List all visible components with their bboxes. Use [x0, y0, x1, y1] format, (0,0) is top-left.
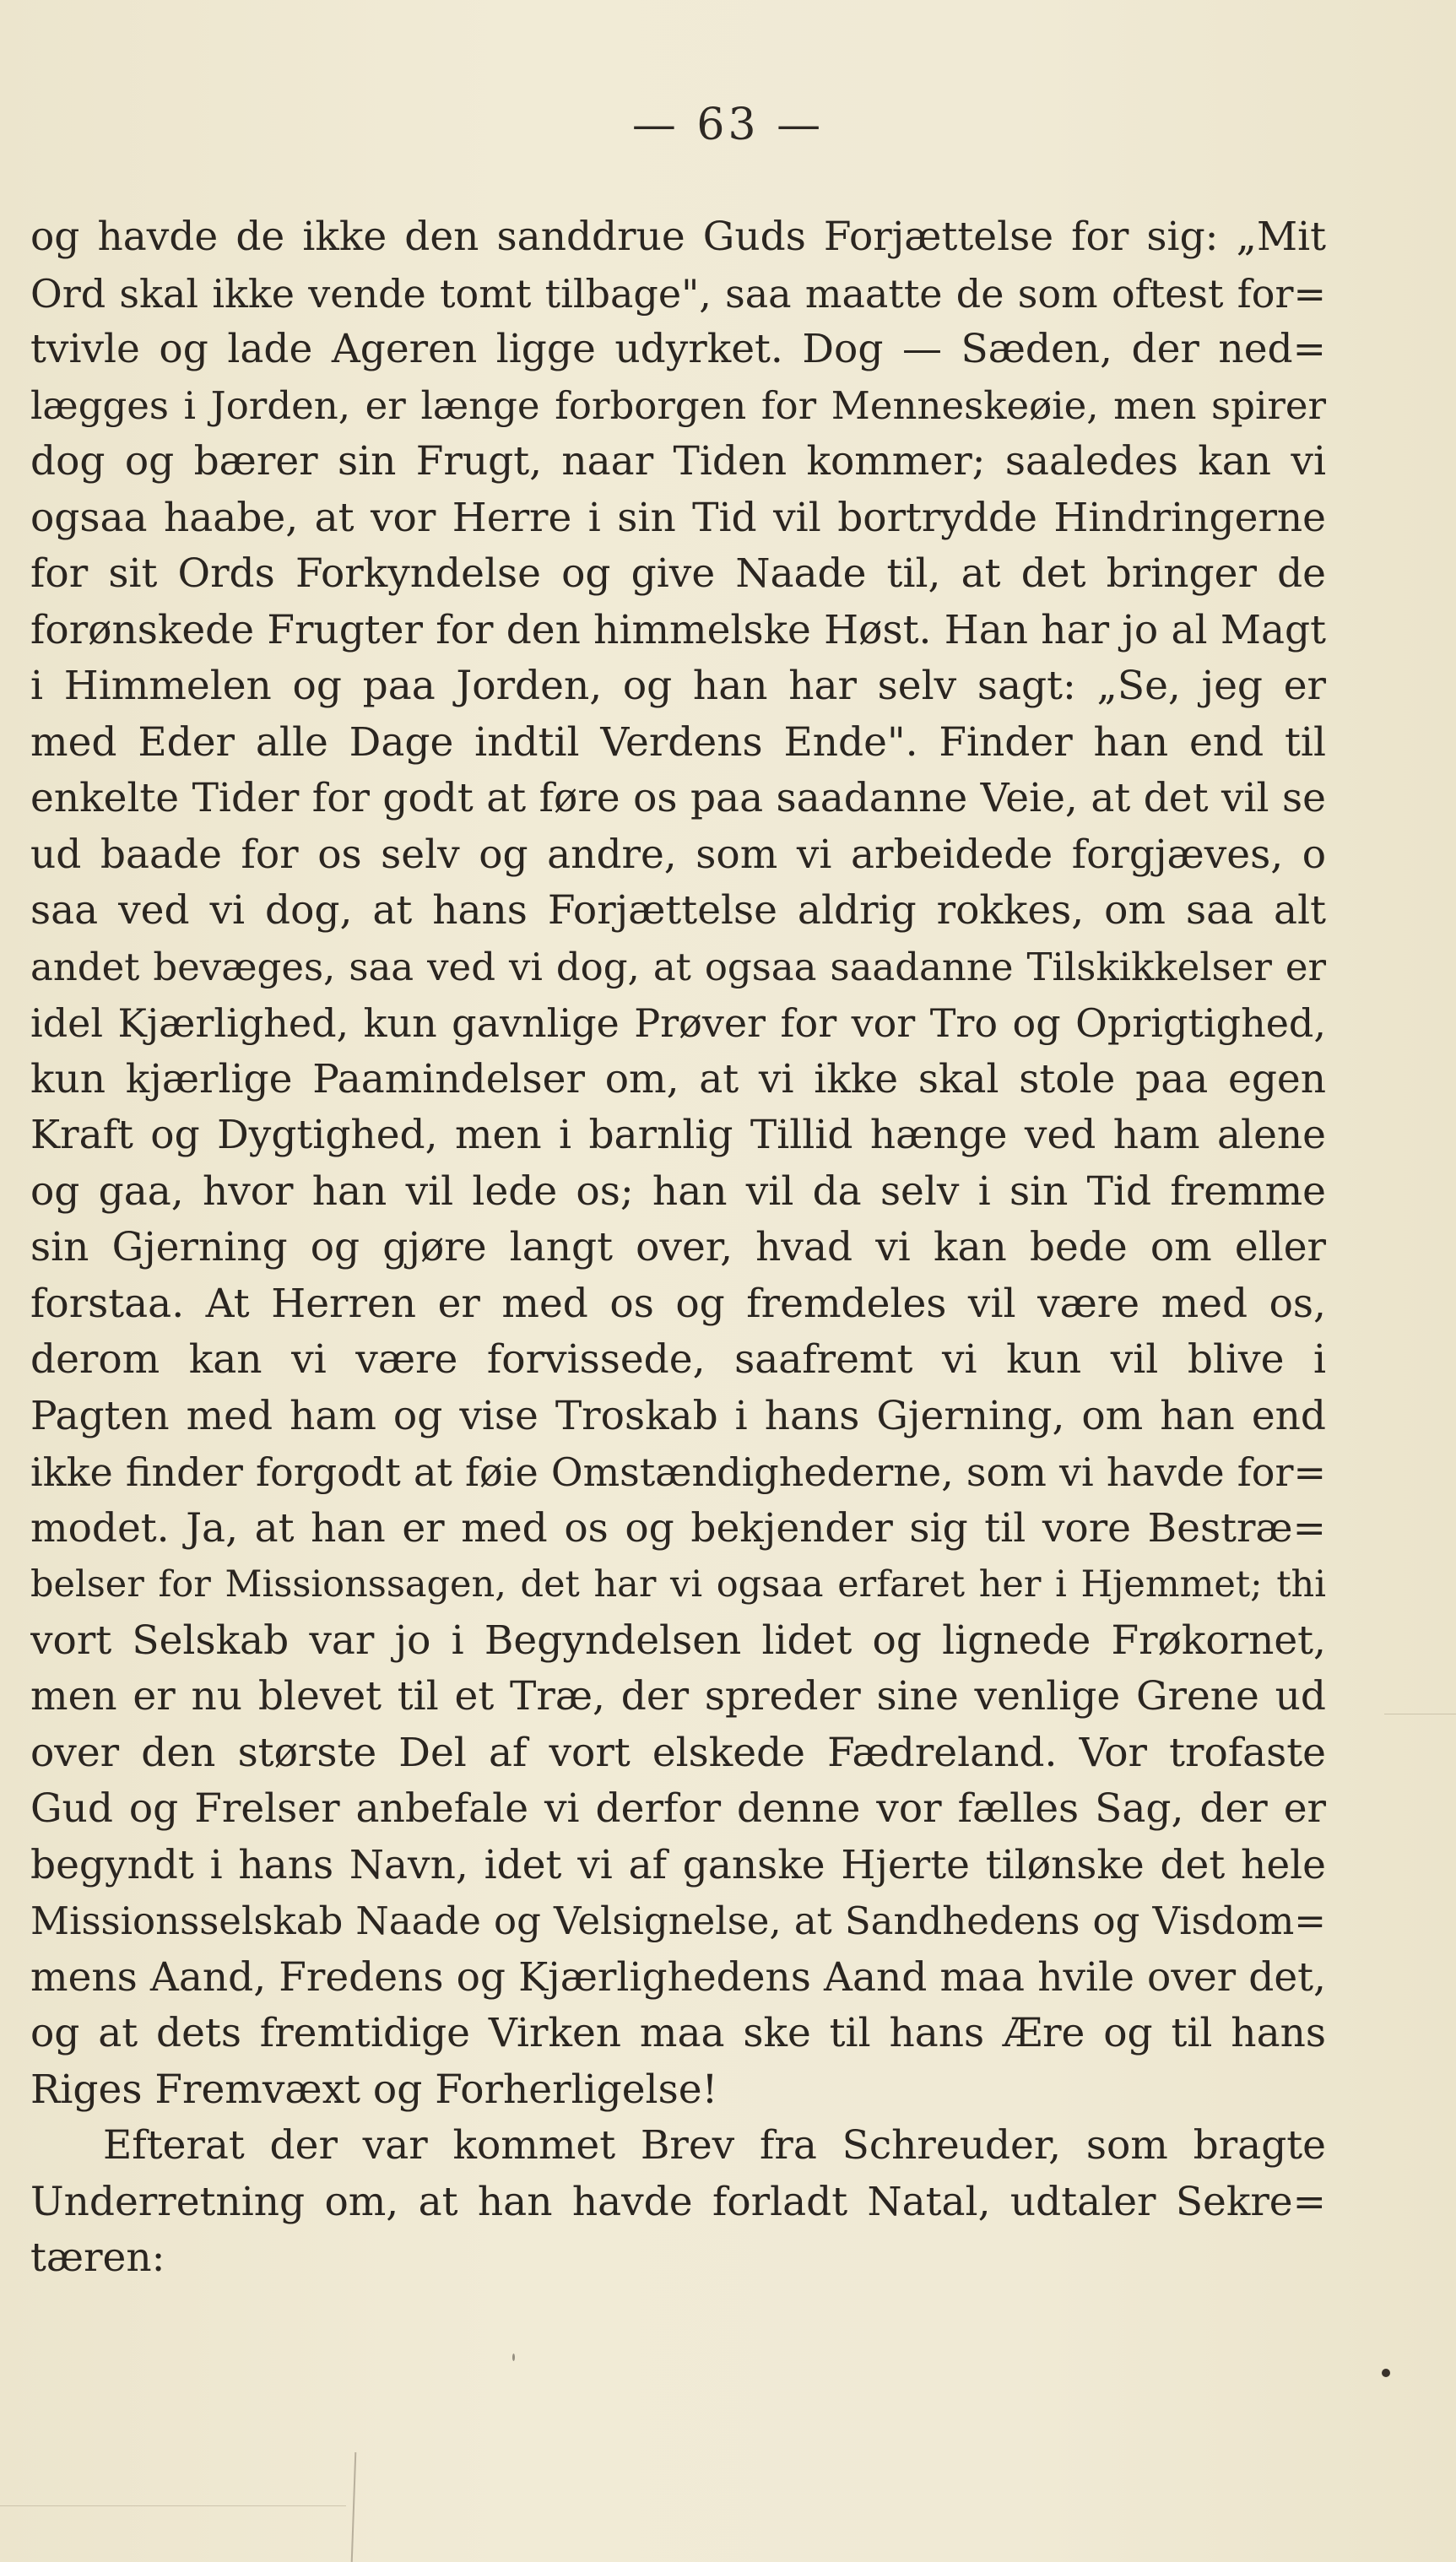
ink-speck [1382, 2369, 1390, 2377]
text-line: saa ved vi dog, at hans Forjættelse aldrig rokkes, om saa alt [30, 887, 1326, 934]
text-line: Ord skal ikke vende tomt tilbage", saa maatte de som oftest for= [30, 270, 1326, 317]
paper-edge [0, 2505, 346, 2506]
text-line: sin Gjerning og gjøre langt over, hvad vi kan bede om eller [30, 1224, 1326, 1270]
text-line: over den største Del af vort elskede Fædreland. Vor trofaste [30, 1729, 1326, 1776]
text-line: Riges Fremvæxt og Forherligelse! [30, 2066, 718, 2113]
text-line: Efterat der var kommet Brev fra Schreuder, som bragte [103, 2122, 1326, 2169]
text-line: enkelte Tider for godt at føre os paa saadanne Veie, at det vil se [30, 775, 1326, 821]
text-line: i Himmelen og paa Jorden, og han har selv sagt: „Se, jeg er [30, 663, 1326, 709]
text-line: tæren: [30, 2234, 165, 2281]
text-line: og gaa, hvor han vil lede os; han vil da selv i sin Tid fremme [30, 1167, 1326, 1215]
text-line: Missionsselskab Naade og Velsignelse, at Sandhedens og Visdom= [30, 1898, 1326, 1943]
text-line: andet bevæges, saa ved vi dog, at ogsaa saadanne Tilskikkelser er [30, 944, 1326, 989]
text-line: og havde de ikke den sanddrue Guds Forjættelse for sig: „Mit [30, 214, 1326, 260]
text-line: Kraft og Dygtighed, men i barnlig Tillid hænge ved ham alene [30, 1112, 1326, 1158]
text-line: for sit Ords Forkyndelse og give Naade til, at det bringer de [30, 550, 1326, 597]
text-line: med Eder alle Dage indtil Verdens Ende". Finder han end til [30, 718, 1326, 766]
text-line: belser for Missionssagen, det har vi ogsaa erfaret her i Hjemmet; thi [30, 1563, 1326, 1606]
text-line: ogsaa haabe, at vor Herre i sin Tid vil bortrydde Hindringerne [30, 494, 1326, 541]
text-line: forønskede Frugter for den himmelske Høst. Han har jo al Magt [30, 606, 1326, 653]
text-line: Underretning om, at han havde forladt Natal, udtaler Sekre= [30, 2178, 1326, 2225]
paper-crease [351, 2452, 357, 2562]
text-line: Gud og Frelser anbefale vi derfor denne vor fælles Sag, der er [30, 1785, 1326, 1832]
text-line: modet. Ja, at han er med os og bekjender sig til vore Bestræ= [30, 1504, 1326, 1552]
text-line: lægges i Jorden, er længe forborgen for Menneskeøie, men spirer [30, 382, 1326, 428]
text-line: derom kan vi være forvissede, saafremt vi kun vil blive i [30, 1336, 1326, 1383]
text-line: forstaa. At Herren er med os og fremdeles vil være med os, [30, 1280, 1326, 1327]
text-line: dog og bærer sin Frugt, naar Tiden kommer; saaledes kan vi [30, 438, 1326, 485]
text-line: idel Kjærlighed, kun gavnlige Prøver for vor Tro og Oprigtighed, [30, 1000, 1326, 1046]
text-line: Pagten med ham og vise Troskab i hans Gjerning, om han end [30, 1392, 1326, 1439]
text-line: mens Aand, Fredens og Kjærlighedens Aand maa hvile over det, [30, 1953, 1326, 2001]
page-number: — 63 — [631, 100, 825, 150]
text-line: begyndt i hans Navn, idet vi af ganske Hjerte tilønske det hele [30, 1841, 1326, 1888]
text-line: vort Selskab var jo i Begyndelsen lidet og lignede Frøkornet, [30, 1617, 1326, 1664]
text-line: ikke finder forgodt at føie Omstændighederne, som vi havde for= [30, 1449, 1326, 1495]
text-line: kun kjærlige Paamindelser om, at vi ikke skal stole paa egen [30, 1055, 1326, 1102]
body-text [30, 209, 1326, 2287]
text-line: og at dets fremtidige Virken maa ske til hans Ære og til hans [30, 2010, 1326, 2056]
ink-speck [512, 2353, 515, 2361]
text-line: tvivle og lade Ageren ligge udyrket. Dog — Sæden, der ned= [30, 326, 1326, 372]
text-line: ud baade for os selv og andre, som vi arbeidede forgjæves, o [30, 831, 1326, 878]
text-line: men er nu blevet til et Træ, der spreder sine venlige Grene ud [30, 1673, 1326, 1720]
